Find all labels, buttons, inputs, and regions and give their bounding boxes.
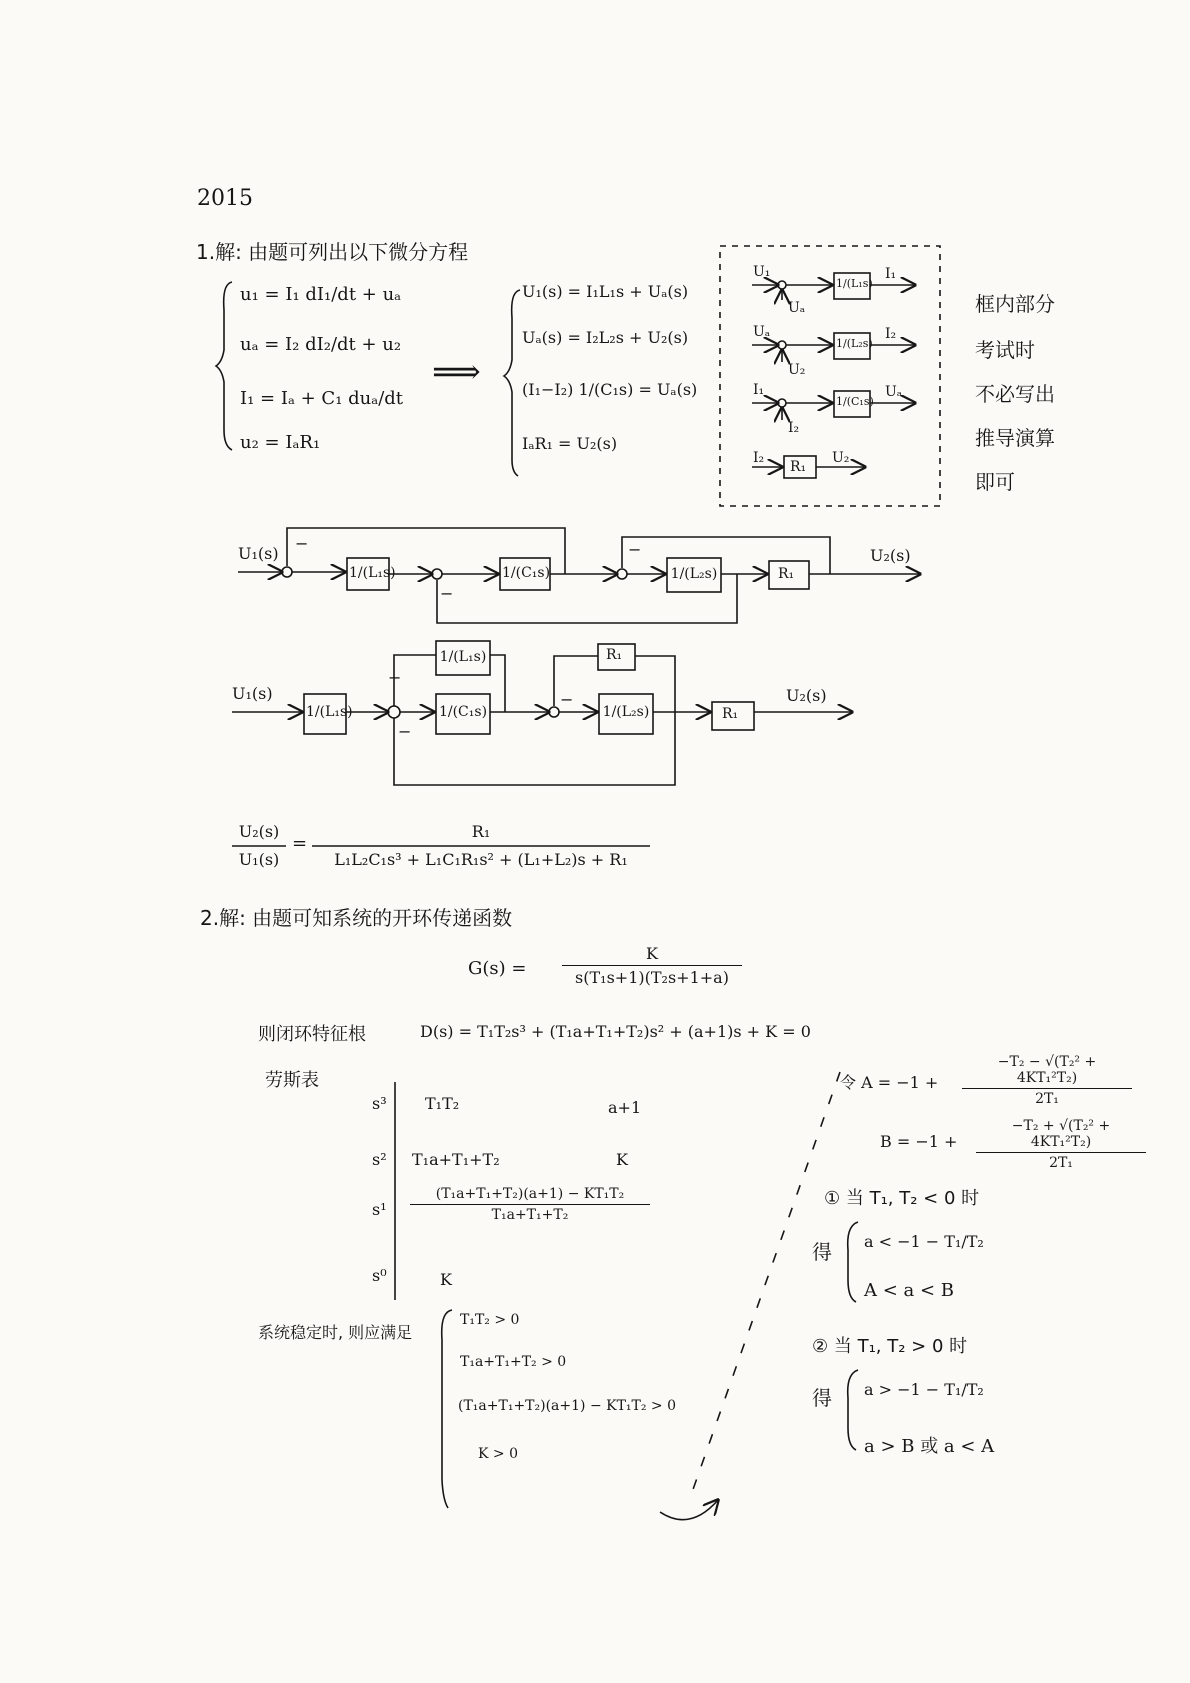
s-eq-3: (I₁−I₂) 1/(C₁s) = Uₐ(s) [522,380,698,399]
tf-rhs-den: L₁L₂C₁s³ + L₁C₁R₁s² + (L₁+L₂)s + R₁ [334,850,628,869]
condition-4: K > 0 [478,1446,518,1462]
routh-row-s0: s⁰ [372,1266,387,1285]
stable-label: 系统稳定时, 则应满足 [258,1323,413,1342]
d2-minus-1: − [388,668,402,687]
routh-r1-c1: T₁T₂ [425,1094,460,1113]
box-row2-fb: U₂ [788,362,806,378]
d1-block-1: 1/(L₁s) [349,565,396,581]
case1-heading: ① 当 T₁, T₂ < 0 时 [824,1188,980,1209]
side-note-line3: 不必写出 [975,382,1055,406]
case1-cond-b: A < a < B [864,1280,955,1301]
routh-r3-num: (T₁a+T₁+T₂)(a+1) − KT₁T₂ [410,1186,650,1205]
time-eq-1: u₁ = I₁ dI₁/dt + uₐ [240,284,402,305]
open-loop-num: K [562,944,742,966]
routh-r2-c1: T₁a+T₁+T₂ [412,1150,500,1169]
box-row1-in: U₁ [753,264,771,280]
s-eq-4: IₐR₁ = U₂(s) [522,434,618,453]
condition-1: T₁T₂ > 0 [460,1312,520,1328]
case2-cond-a: a > −1 − T₁/T₂ [864,1380,984,1399]
d1-block-3: 1/(L₂s) [670,566,718,582]
A-lhs: 令 A = −1 + [840,1073,939,1092]
routh-r3-fraction [410,1186,650,1223]
routh-row-s3: s³ [372,1094,387,1113]
time-eq-2: uₐ = I₂ dI₂/dt + u₂ [240,334,402,355]
box-row3-block: 1/(C₁s) [836,395,874,408]
box-row3-out: Uₐ [885,384,903,400]
B-lhs: B = −1 + [880,1132,958,1151]
problem2-title: 2.解: 由题可知系统的开环传递函数 [200,906,513,930]
d1-input-label: U₁(s) [238,544,279,563]
case2-heading: ② 当 T₁, T₂ > 0 时 [812,1336,968,1357]
side-note-line1: 框内部分 [975,292,1055,316]
time-eq-3: I₁ = Iₐ + C₁ duₐ/dt [240,388,404,409]
case2-cond-b: a > B 或 a < A [864,1436,995,1457]
routh-row-s1: s¹ [372,1200,387,1219]
B-fraction [976,1118,1146,1171]
s-eq-2: Uₐ(s) = I₂L₂s + U₂(s) [522,328,689,347]
d2-block-2: 1/(L₁s) [439,649,487,665]
d1-block-4: R₁ [778,566,795,582]
condition-3: (T₁a+T₁+T₂)(a+1) − KT₁T₂ > 0 [458,1398,677,1414]
box-row4-block: R₁ [790,459,807,475]
box-row4-in: I₂ [753,450,765,466]
char-equation: D(s) = T₁T₂s³ + (T₁a+T₁+T₂)s² + (a+1)s + K = 0 [420,1022,811,1041]
case1-get: 得 [812,1240,832,1264]
B-num: −T₂ + √(T₂² + 4KT₁²T₂) [976,1118,1146,1153]
condition-2: T₁a+T₁+T₂ > 0 [460,1354,567,1370]
open-loop-lhs: G(s) = [468,958,527,979]
case2-get: 得 [812,1386,832,1410]
d1-output-label: U₂(s) [870,546,911,565]
problem1-title: 1.解: 由题可列出以下微分方程 [196,240,469,264]
box-row2-in: Uₐ [753,324,771,340]
side-note-line5: 即可 [975,470,1015,494]
d1-minus-3: − [628,540,642,559]
side-note-line4: 推导演算 [975,426,1055,450]
d2-block-1: 1/(L₁s) [306,704,353,720]
d1-minus-1: − [295,534,309,553]
A-fraction [962,1054,1132,1107]
d2-minus-2: − [398,722,412,741]
box-row2-out: I₂ [885,326,897,342]
d2-block-3: 1/(C₁s) [438,704,488,720]
char-label: 则闭环特征根 [258,1024,366,1045]
box-row1-block: 1/(L₁s) [836,277,873,290]
case1-cond-a: a < −1 − T₁/T₂ [864,1232,984,1251]
box-row2-block: 1/(L₂s) [836,337,873,350]
d2-block-4: R₁ [606,647,623,663]
d2-minus-3: − [560,690,574,709]
year-heading: 2015 [197,186,253,211]
routh-r1-c2: a+1 [608,1098,642,1117]
tf-rhs-num: R₁ [471,822,491,841]
box-row3-in: I₁ [753,382,765,398]
box-row4-out: U₂ [832,450,850,466]
B-den: 2T₁ [1049,1155,1073,1171]
routh-r4: K [440,1270,452,1289]
d1-block-2: 1/(C₁s) [502,565,551,581]
d2-block-6: R₁ [722,706,739,722]
d2-output-label: U₂(s) [786,686,827,705]
routh-r3-den: T₁a+T₁+T₂ [491,1207,569,1223]
d2-block-5: 1/(L₂s) [602,704,650,720]
time-eq-4: u₂ = IₐR₁ [240,432,321,453]
routh-r2-c2: K [616,1150,628,1169]
box-row3-fb: I₂ [788,420,800,436]
side-note-line2: 考试时 [975,338,1035,362]
tf-equals: = [292,833,308,854]
d1-minus-2: − [440,584,454,603]
A-num: −T₂ − √(T₂² + 4KT₁²T₂) [962,1054,1132,1089]
open-loop-fraction [562,944,742,987]
s-eq-1: U₁(s) = I₁L₁s + Uₐ(s) [522,282,689,301]
tf-lhs-den: U₁(s) [238,850,280,869]
tf-lhs-num: U₂(s) [238,822,280,841]
open-loop-den: s(T₁s+1)(T₂s+1+a) [575,968,729,987]
d2-input-label: U₁(s) [232,684,273,703]
routh-row-s2: s² [372,1150,387,1169]
A-den: 2T₁ [1035,1091,1059,1107]
box-row1-fb: Uₐ [788,300,806,316]
implies-arrow: ⟹ [432,352,481,392]
box-row1-out: I₁ [885,266,897,282]
routh-label: 劳斯表 [265,1070,319,1091]
